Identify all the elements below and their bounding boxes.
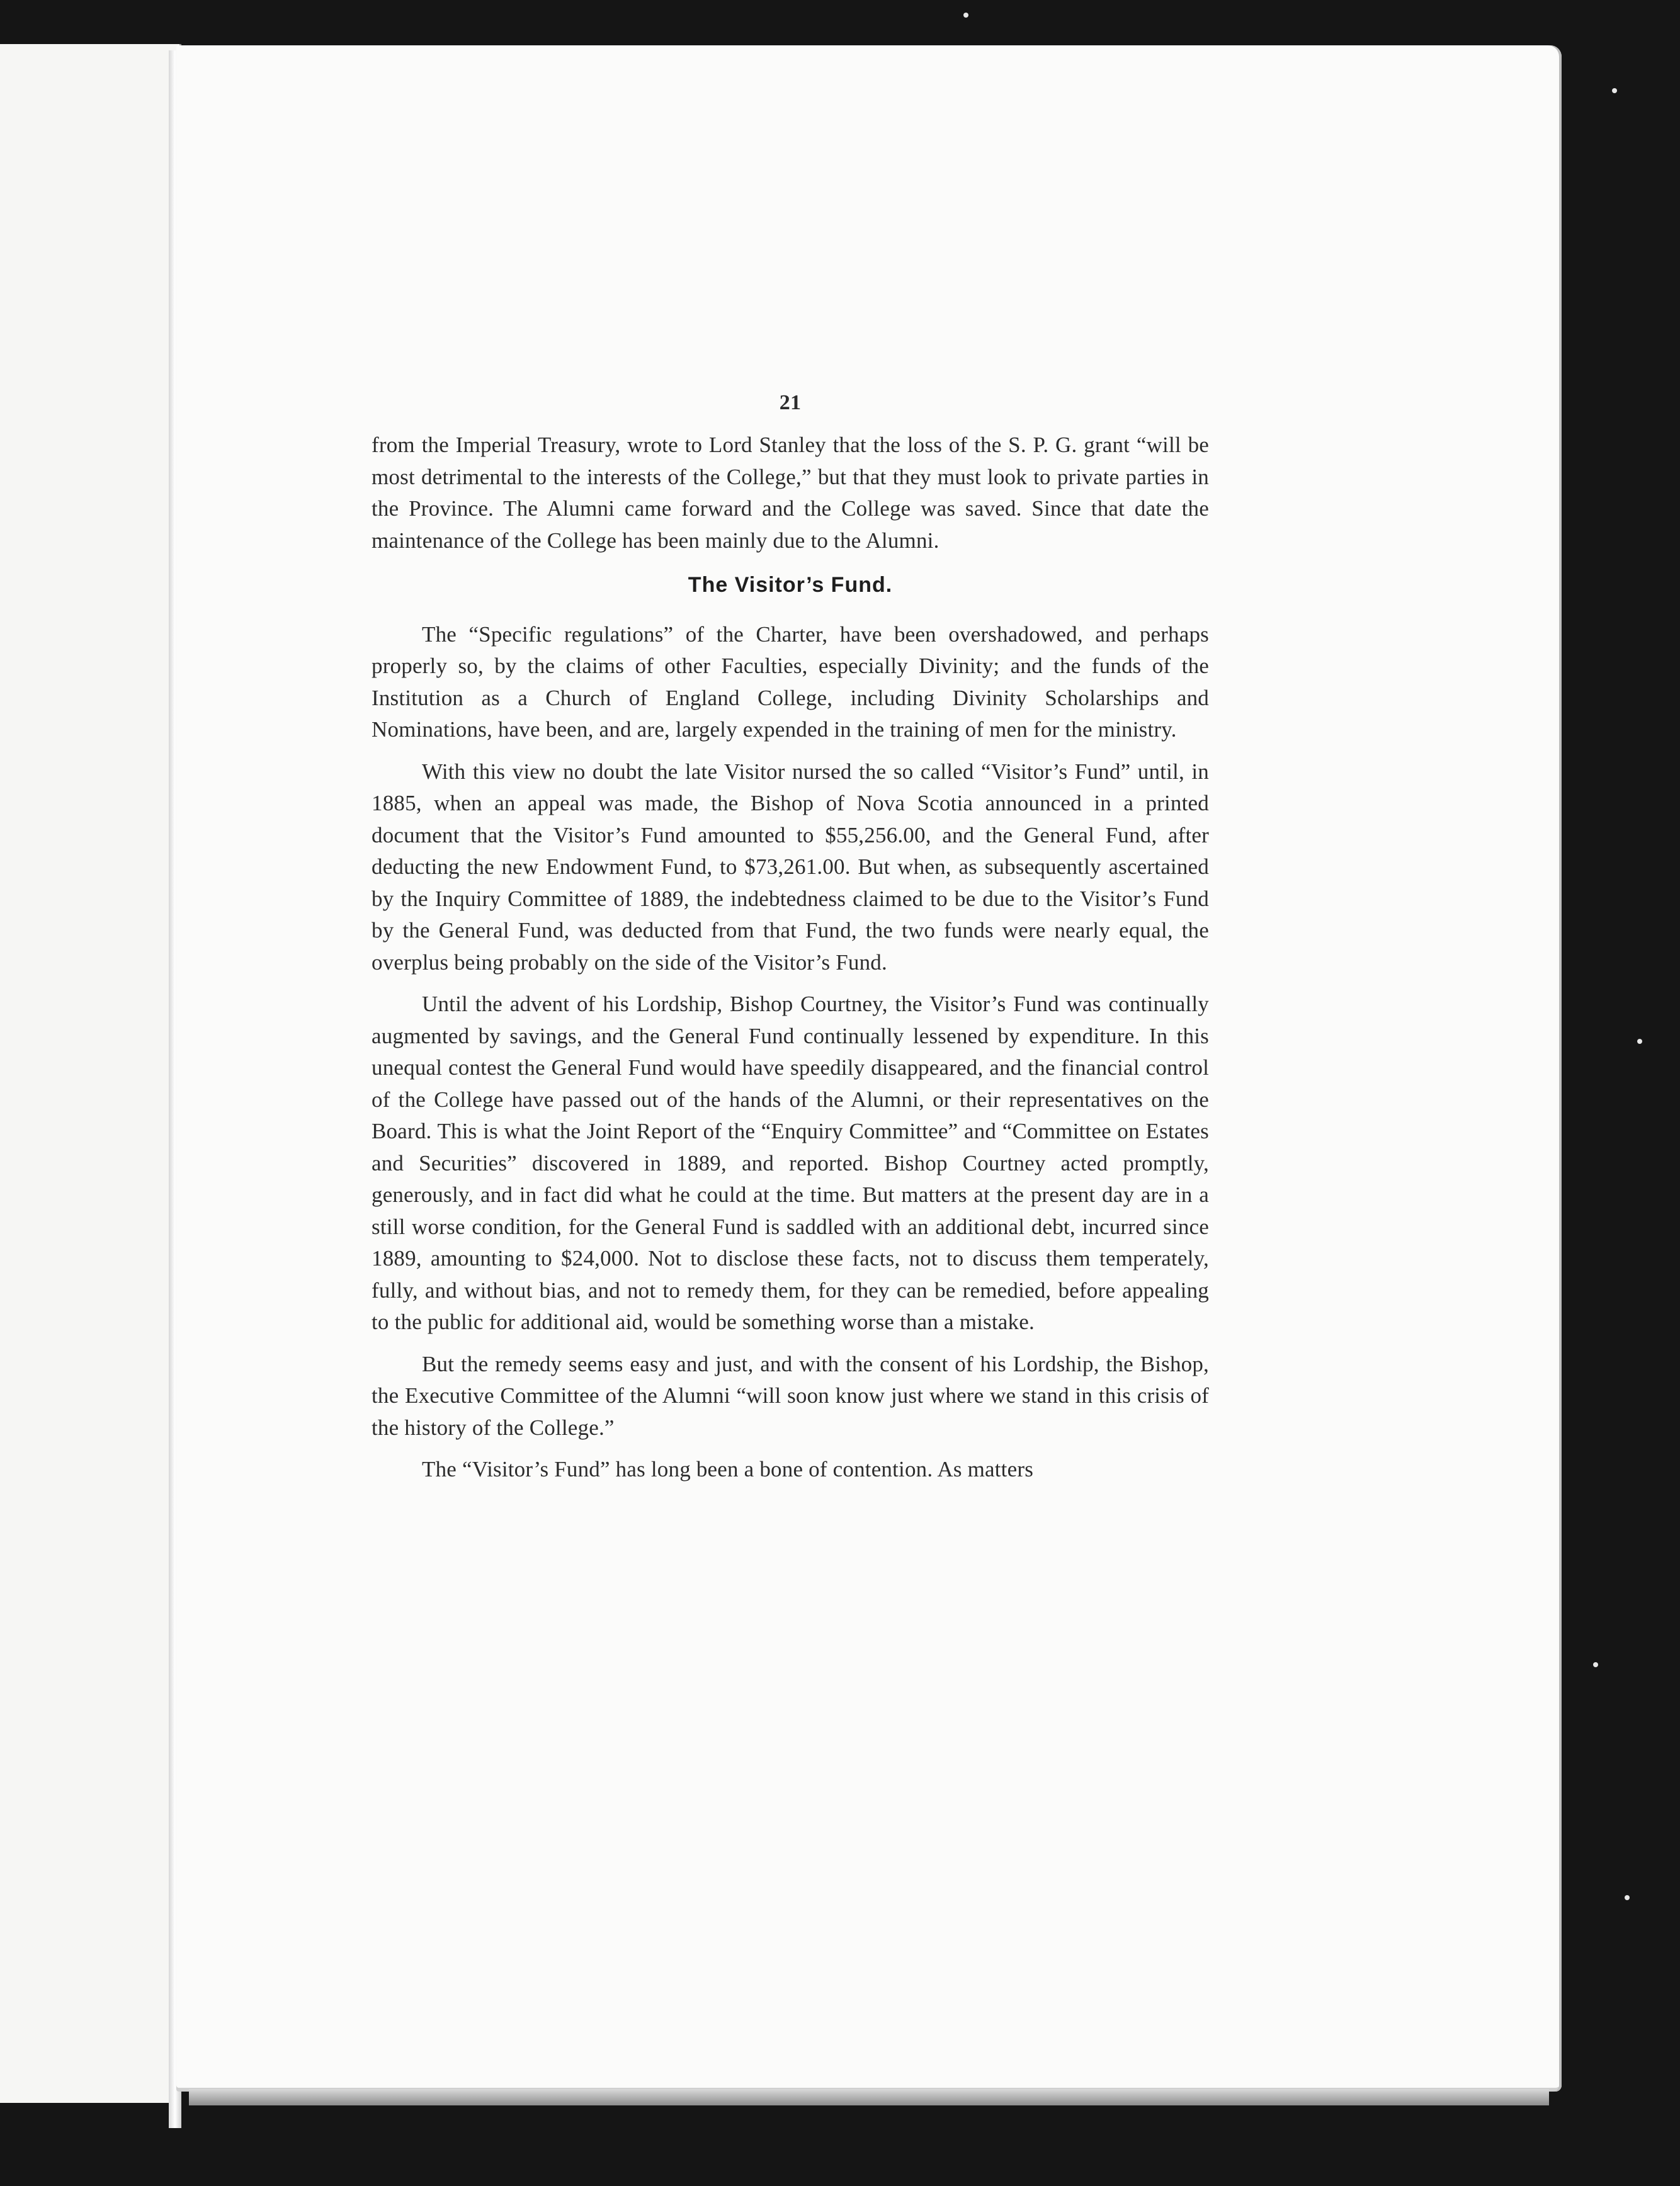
dust-speck bbox=[1625, 1895, 1630, 1900]
page-number: 21 bbox=[779, 391, 802, 414]
dust-speck bbox=[1612, 88, 1617, 93]
left-page-edge bbox=[0, 44, 181, 2103]
dust-speck bbox=[1637, 1039, 1642, 1044]
dust-speck bbox=[963, 13, 968, 18]
paragraph-charter-regulations: The “Specific regulations” of the Charter, have been overshadowed, and perhaps properly so, by the claims of other Faculties, especially Divinity; and the funds of the Institution as a Church of England College, including Divinity Scholarships and Nominations, have been, and are, largely expended in the training of men for the ministry. bbox=[372, 621, 1209, 742]
section-heading: The Visitor’s Fund. bbox=[688, 573, 893, 597]
paragraph-bone-of-contention: The “Visitor’s Fund” has long been a bone of contention. As matters bbox=[422, 1457, 1034, 1481]
paragraph-remedy: But the remedy seems easy and just, and with the consent of his Lordship, the Bishop, the Executive Committee of the Alumni “will soon know just where we stand in this crisis of the history of the College.” bbox=[372, 1351, 1209, 1440]
dust-speck bbox=[1593, 1662, 1598, 1667]
page-bottom-edge bbox=[189, 2089, 1549, 2105]
paragraph-bishop-courtney: Until the advent of his Lordship, Bishop Courtney, the Visitor’s Fund was continually augmented by savings, and the General Fund continually lessened by expenditure. In this unequal contest the General Fund would have speedily disappeared, and the financial control of the College have passed out of the hands of the Alumni, or their representatives on the Board. This is what the Joint Report of the “Enquiry Committee” and “Committee on Estates and Securities” discovered in 1889, and reported. Bishop Courtney acted promptly, generously, and in fact did what he could at the time. But matters at the present day are in a still worse condition, for the General Fund is saddled with an additional debt, incurred since 1889, amounting to $24,000. Not to disclose these facts, not to discuss them temperately, fully, and without bias, and not to remedy them, for they can be remedied, before appealing to the public for additional aid, would be something worse than a mistake. bbox=[372, 992, 1209, 1334]
paragraph-visitors-fund-history: With this view no doubt the late Visitor nursed the so called “Visitor’s Fund” until, in 1885, when an appeal was made, the Bishop of Nova Scotia announced in a printed document that the Visitor’s Fund amounted to $55,256.00, and the General Fund, after deducting the new Endowment Fund, to $73,261.00. But when, as subsequently ascertained by the Inquiry Committee of 1889, the indebtedness claimed to be due to the Visitor’s Fund by the General Fund, was deducted from that Fund, the two funds were nearly equal, the overplus being probably on the side of the Visitor’s Fund. bbox=[372, 759, 1209, 975]
opening-paragraph: from the Imperial Treasury, wrote to Lord Stanley that the loss of the S. P. G. grant “will be most detrimental to the interests of the College,” but that they must look to private parties in the Province. The Alumni came forward and the College was saved. Since that date the maintenance of the College has been mainly due to the Alumni. bbox=[372, 433, 1209, 553]
page-text bbox=[372, 390, 1209, 1486]
